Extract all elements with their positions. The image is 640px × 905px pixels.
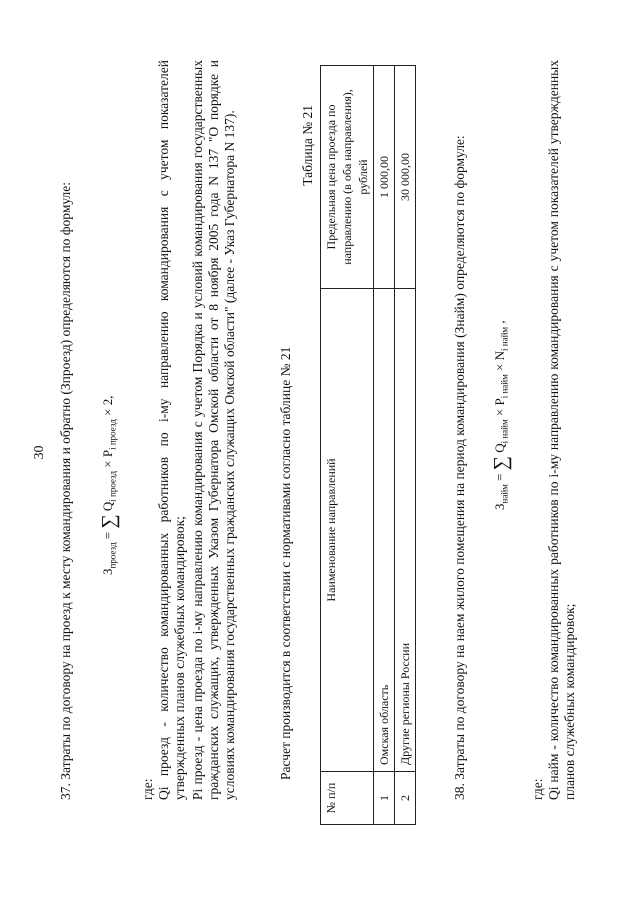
definition-p-proezd: Pi проезд - цена проезда по i-му направлению командирования с учетом Порядка и условий командирования государственных гражданских служащих, утвержденных Указом Губернатора Омской области от 8 ноября 2005 года N 137 "О порядке и условиях командирования государственных гражданских служащих Омской области" (далее - Указ Губернатора N 137). [190,60,237,800]
table-cell: Омская область [374,289,395,772]
table-21 [320,65,416,825]
table-caption: Таблица № 21 [300,105,315,186]
section-38-heading: 38. Затраты по договору на наем жилого помещения на период командирования (Знайм) определяются по формуле: [452,135,467,800]
definition-q-naim: Qi найм - количество командированных работников по i-му направлению командирования с учетом показателей утвержденных планов служебных командировок; [546,60,577,800]
table-row [395,66,416,825]
table-header-cell: Предельная цена проезда по направлению (в оба направления), рублей [321,66,374,289]
table-cell: Другие регионы России [395,289,416,772]
page-number: 30 [32,445,47,460]
table-header-row [321,66,374,825]
where-label-37: где: [140,778,155,800]
section-37-heading: 37. Затраты по договору на проезд к месту командирования и обратно (Зпроезд) определяются по формуле: [58,181,73,800]
table-header-cell: № п/п [321,772,374,825]
table-cell: 1 [374,772,395,825]
table-header-cell: Наименование направлений [321,289,374,772]
table-cell: 2 [395,772,416,825]
definition-q-proezd: Qi проезд - количество командированных работников по i-му направлению командирования с учетом показателей утвержденных планов служебных командировок; [156,60,187,800]
table-cell: 1 000,00 [374,66,395,289]
table-cell: 30 000,00 [395,66,416,289]
where-label-38: где: [530,778,545,800]
formula-38: $З_{найм}$ = ∑ $Q_{i найм} \times P_{i найм} \times N_{i найм}$ , [490,320,513,510]
formula-37: $З_{проезд}$ = ∑ $Q_{i проезд} \times P_{i проезд} \times 2$, [98,395,121,575]
calculation-note: Расчет производится в соответствии с нормативами согласно таблице № 21 [278,346,293,780]
table-row [374,66,395,825]
